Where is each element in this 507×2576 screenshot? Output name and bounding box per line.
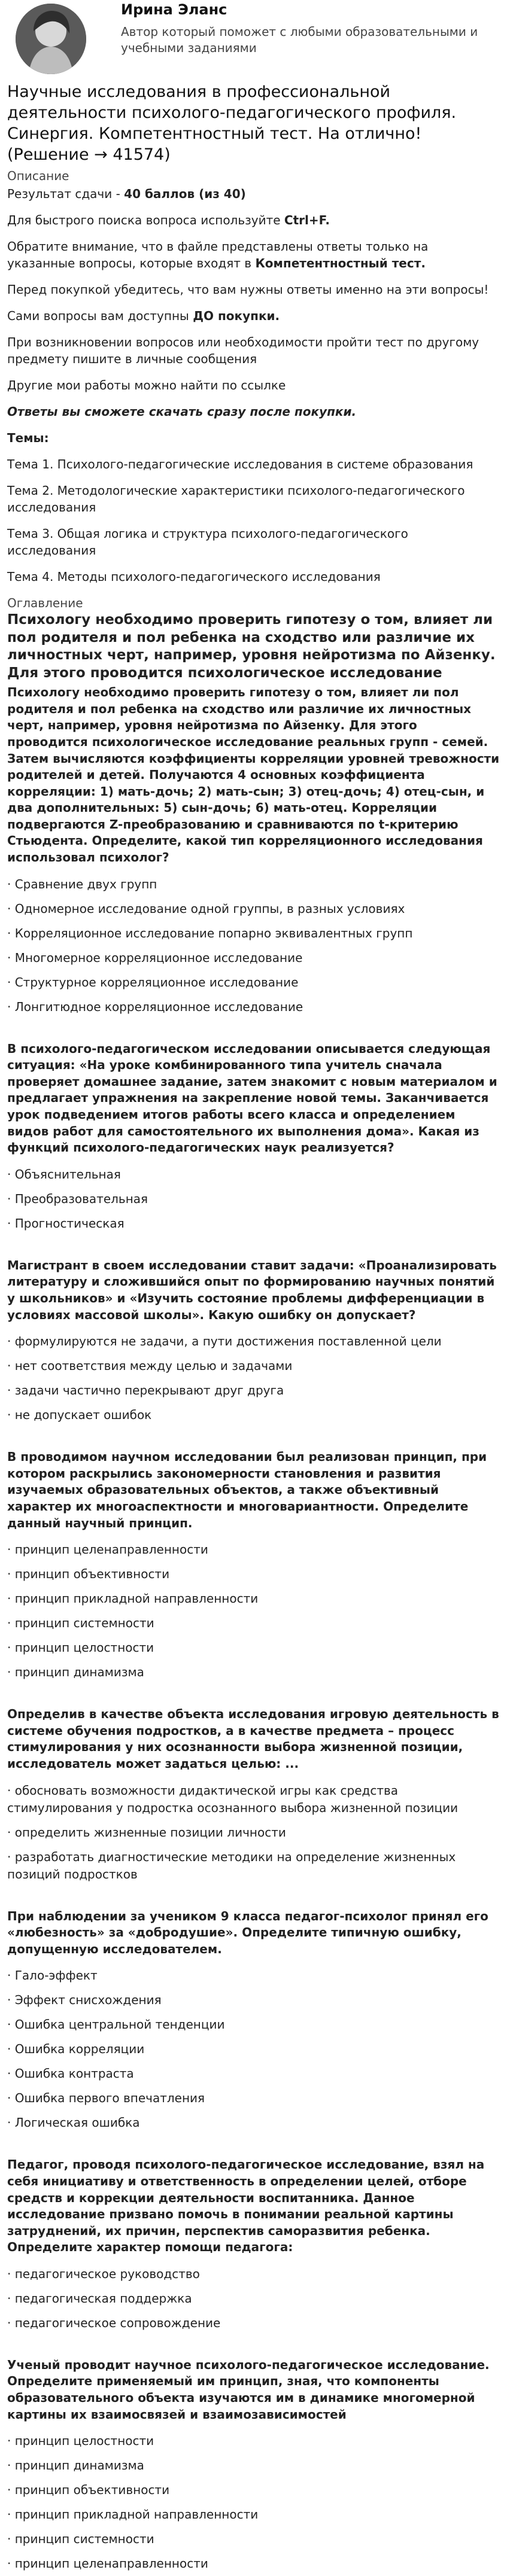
answer-option: · принцип прикладной направленности (7, 2507, 259, 2522)
answer-option: · принцип целостности (7, 2434, 154, 2449)
result-line (7, 185, 500, 202)
first-question-heading: Психологу необходимо проверить гипотезу о том, влияет ли пол родителя и пол ребенка на сходство или различие их личностных черт, например, уровня нейротизма по Айзенку. Для этого проводится психологическое исследование (7, 612, 496, 681)
answer-option: · Прогностическая (7, 1216, 125, 1231)
answer-option: · педагогическое сопровождение (7, 2315, 221, 2330)
answer-option: · разработать диагностические методики на определение жизненных позиций подростков (7, 1849, 456, 1881)
answer-option: · Преобразовательная (7, 1191, 148, 1206)
description-label: Описание (7, 169, 69, 184)
spacer (7, 1019, 500, 1041)
answer-option: · педагогическая поддержка (7, 2291, 192, 2306)
contact-note: При возникновении вопросов или необходимости пройти тест по другому предмету пишите в личные сообщения (7, 335, 479, 367)
answer-option: · обосновать возможности дидактической игры как средства стимулирования у подростка осознанного выбора жизненной позиции (7, 1783, 459, 1815)
question-block (7, 2157, 500, 2336)
theme-item: Тема 2. Методологические характеристики психолого-педагогического исследования (7, 483, 465, 515)
result-label: Результат сдачи - (7, 187, 125, 202)
question-block (7, 1706, 500, 1886)
other-works-link[interactable]: Другие мои работы можно найти по ссылке (7, 378, 286, 393)
notice (7, 238, 500, 272)
check-note: Перед покупкой убедитесь, что вам нужны ответы именно на эти вопросы! (7, 282, 489, 297)
question-text: При наблюдении за учеником 9 класса педагог-психолог принял его «любезность» за «добродушие». Определите типичную ошибку, допущенную исследователем. (7, 1908, 488, 1956)
notice-text: Обратите внимание, что в файле представлены ответы только на указанные вопросы, которые входят в (7, 239, 429, 271)
answer-option: · Корреляционное исследование попарно эквивалентных групп (7, 925, 413, 940)
answer-option: · Ошибка первого впечатления (7, 2091, 205, 2106)
question-block (7, 684, 500, 1019)
answer-option: · формулируются не задачи, а пути достижения поставленной цели (7, 1334, 442, 1349)
download-note: Ответы вы сможете скачать сразу после покупки. (7, 404, 357, 419)
answer-option: · принцип динамизма (7, 2458, 144, 2473)
answer-option: · Эффект снисхождения (7, 1993, 162, 2008)
answer-option: · Гало-эффект (7, 1968, 98, 1983)
themes-label: Темы: (7, 431, 49, 446)
answer-option: · принцип прикладной направленности (7, 1591, 259, 1606)
answer-option: · принцип объективности (7, 1567, 170, 1582)
spacer (7, 1887, 500, 1908)
search-tip (7, 212, 500, 229)
answer-option: · Объяснительная (7, 1167, 121, 1182)
answer-option: · принцип объективности (7, 2483, 170, 2498)
page-title: Научные исследования в профессиональной деятельности психолого-педагогического профиля. Синергия. Компетентностный тест. На отлично! (Решение → 41574) (7, 83, 457, 165)
question-text: Определив в качестве объекта исследования игровую деятельность в системе обучения подростков, а в качестве предмета – процесс стимулирования у них осознанности выбора жизненной позиции, исследователь может задаться целью: ... (7, 1707, 499, 1771)
answer-option: · Одномерное исследование одной группы, в разных условиях (7, 901, 405, 916)
notice-bold: Компетентностный тест. (255, 256, 426, 271)
question-text: Магистрант в своем исследовании ставит задачи: «Проанализировать литературу и сложившийся опыт по формированию научных понятий у школьников» и «Изучить состояние проблемы дифференциации в условиях массовой школы». Какую ошибку он допускает? (7, 1257, 497, 1322)
question-text: В проводимом научном исследовании был реализован принцип, при котором раскрылись закономерности становления и развития изучаемых образовательных объектов, а также объективный характер их многоаспектности и многовариантности. Определите данный научный принцип. (7, 1450, 487, 1530)
toc-label: Оглавление (7, 596, 83, 611)
search-tip-keys: Ctrl+F. (284, 213, 330, 228)
spacer (7, 2135, 500, 2157)
answer-option: · принцип динамизма (7, 1665, 144, 1680)
answer-option: · Ошибка корреляции (7, 2042, 145, 2057)
question-block (7, 1449, 500, 1685)
avatar-image (16, 4, 86, 74)
search-tip-text: Для быстрого поиска вопроса используйте (7, 213, 284, 228)
spacer (7, 1427, 500, 1449)
question-text: Психологу необходимо проверить гипотезу о том, влияет ли пол родителя и пол ребенка на сходство или различие их личностных черт, например, уровня нейротизма по Айзенку. Для этого проводится психологическое исследование реальных групп - семей. Затем вычисляются коэффициенты корреляции уровней тревожности родителей и детей. Получаются 4 основных коэффициента корреляции: 1) мать-дочь; 2) мать-сын; 3) отец-дочь; 4) отец-сын, и два дополнительных: 5) сын-дочь; 6) мать-отец. Корреляции подвергаются Z-преобразованию и сравниваются по t-критерию Стьюдента. Определите, какой тип корреляционного исследования использовал психолог? (7, 685, 500, 865)
answer-option: · педагогическое руководство (7, 2266, 200, 2281)
answer-option: · Сравнение двух групп (7, 876, 157, 891)
answer-option: · задачи частично перекрывают друг друга (7, 1383, 284, 1398)
theme-item: Тема 4. Методы психолого-педагогического исследования (7, 570, 381, 584)
author-name[interactable]: Ирина Эланс (121, 1, 227, 18)
avatar[interactable] (16, 4, 86, 74)
answer-option: · Структурное корреляционное исследование (7, 975, 299, 989)
answer-option: · определить жизненные позиции личности (7, 1825, 286, 1840)
spacer (7, 1685, 500, 1706)
question-text: В психолого-педагогическом исследовании описывается следующая ситуация: «На уроке комбинированного типа учитель сначала проверяет домашнее задание, затем знакомит с новым материалом и предлагает упражнения на закрепление новой темы. Заканчивается урок подведением итогов работы всего класса и определением видов работ для самостоятельного их выполнения дома». Какая из функций психолого-педагогических наук реализуется? (7, 1041, 497, 1155)
answer-option: · Ошибка центральной тенденции (7, 2017, 225, 2032)
question-block (7, 1908, 500, 2136)
answer-option: · Многомерное корреляционное исследование (7, 950, 303, 965)
available-text: Сами вопросы вам доступны (7, 309, 193, 324)
answer-option: · нет соответствия между целью и задачами (7, 1359, 293, 1374)
answer-option: · принцип системности (7, 1616, 154, 1631)
theme-item: Тема 3. Общая логика и структура психолого-педагогического исследования (7, 526, 408, 558)
answer-option: · принцип целостности (7, 1640, 154, 1655)
question-block (7, 1257, 500, 1427)
answer-option: · Ошибка контраста (7, 2066, 134, 2081)
answer-option: · не допускает ошибок (7, 1408, 152, 1423)
available-note (7, 307, 500, 324)
author-card (7, 0, 500, 77)
answer-option: · Логическая ошибка (7, 2115, 140, 2130)
themes-list (7, 456, 500, 585)
question-text: Ученый проводит научное психолого-педагогическое исследование. Определите применяемый им принцип, зная, что компоненты образовательного объекта изучаются им в динамике многомерной картины их взаимосвязей и взаимозависимостей (7, 2357, 490, 2422)
answer-option: · принцип целенаправленности (7, 1542, 208, 1557)
theme-item: Тема 1. Психолого-педагогические исследования в системе образования (7, 457, 473, 472)
author-description: Автор который поможет с любыми образовательными и учебными заданиями (121, 25, 478, 55)
question-block (7, 1041, 500, 1236)
answer-option: · принцип целенаправленности (7, 2556, 208, 2571)
result-value: 40 баллов (из 40) (124, 187, 246, 202)
answer-option: · Лонгитюдное корреляционное исследование (7, 999, 303, 1014)
spacer (7, 2336, 500, 2357)
spacer (7, 1236, 500, 1257)
question-text: Педагог, проводя психолого-педагогическое исследование, взял на себя инициативу и ответственность в определении целей, отборе средств и коррекции деятельности воспитанника. Данное исследование призвано помочь в понимании реальной картины затруднений, их причин, перспектив саморазвития ребенка. Определите характер помощи педагога: (7, 2157, 485, 2255)
available-bold: ДО покупки. (193, 309, 280, 324)
answer-option: · принцип системности (7, 2532, 154, 2547)
question-block (7, 2357, 500, 2576)
